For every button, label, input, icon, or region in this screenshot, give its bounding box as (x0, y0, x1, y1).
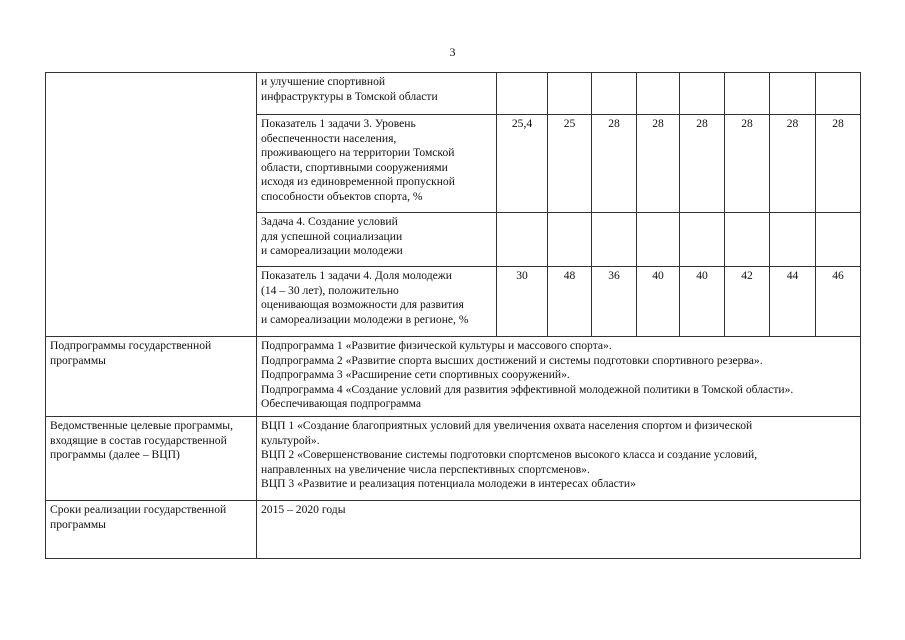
section-row (46, 501, 861, 559)
indicator-value (770, 73, 816, 115)
section-label (46, 337, 257, 417)
indicator-value: 44 (770, 267, 816, 337)
indicator-value (497, 73, 548, 115)
section-content-line: ВЦП 1 «Создание благоприятных условий для увеличения охвата населения спортом и физической (261, 419, 753, 432)
indicator-value (770, 213, 816, 267)
indicator-value (680, 73, 725, 115)
indicator-value: 40 (637, 267, 680, 337)
section-content-line: ВЦП 3 «Развитие и реализация потенциала молодежи в интересах области» (261, 477, 636, 490)
section-content (257, 417, 861, 501)
indicator-text-line: оценивающая возможности для развития (261, 298, 464, 311)
indicator-value (637, 73, 680, 115)
section-content (257, 501, 861, 559)
indicator-value (725, 213, 770, 267)
indicator-value: 36 (592, 267, 637, 337)
indicator-value: 28 (816, 115, 861, 213)
section-content-line: культурой». (261, 433, 320, 447)
indicator-value (816, 213, 861, 267)
section-content (257, 337, 861, 417)
section-row (46, 337, 861, 417)
indicator-value: 28 (637, 115, 680, 213)
indicator-text-line: области, спортивными сооружениями (261, 160, 448, 174)
indicator-value: 48 (548, 267, 592, 337)
indicator-value (548, 213, 592, 267)
section-content-line: 2015 – 2020 годы (261, 503, 346, 516)
indicator-description (257, 115, 497, 213)
page-number: 3 (449, 45, 456, 59)
indicator-value: 25,4 (497, 115, 548, 213)
section-label-line: входящие в состав государственной (50, 433, 227, 447)
section-label-line: программы (50, 353, 106, 367)
section-content-line: Подпрограмма 4 «Создание условий для развития эффективной молодежной политики в Томской области». (261, 382, 794, 396)
indicator-value (497, 213, 548, 267)
indicator-value (592, 213, 637, 267)
indicator-value: 28 (680, 115, 725, 213)
indicator-text-line: обеспеченности населения, (261, 131, 397, 145)
section-label-line: Ведомственные целевые программы, (50, 419, 233, 432)
indicator-text-line: и самореализации молодежи (261, 244, 403, 257)
section-label-line: Подпрограммы государственной (50, 339, 212, 352)
indicator-text-line: Показатель 1 задачи 4. Доля молодежи (261, 269, 452, 282)
section-label (46, 501, 257, 559)
section-content-line: Подпрограмма 1 «Развитие физической культуры и массового спорта». (261, 339, 612, 352)
indicator-text-line: инфраструктуры в Томской области (261, 89, 438, 103)
indicator-value: 40 (680, 267, 725, 337)
indicator-text-line: для успешной социализации (261, 229, 403, 243)
indicator-description (257, 213, 497, 267)
section-label (46, 417, 257, 501)
indicator-value: 46 (816, 267, 861, 337)
indicator-description (257, 267, 497, 337)
indicator-description (257, 73, 497, 115)
section-content-line: Подпрограмма 2 «Развитие спорта высших достижений и системы подготовки спортивного резерва». (261, 353, 763, 367)
indicator-text-line: способности объектов спорта, % (261, 189, 423, 203)
indicator-value (725, 73, 770, 115)
section-label-line: программы (далее – ВЦП) (50, 448, 180, 461)
indicator-value: 28 (770, 115, 816, 213)
section-row (46, 417, 861, 501)
section-content-line: направленных на увеличение числа перспективных спортсменов». (261, 462, 590, 476)
section-label-line: программы (50, 517, 106, 531)
section-label-line: Сроки реализации государственной (50, 503, 227, 516)
indicator-text-line: и улучшение спортивной (261, 75, 386, 88)
indicator-text-line: Задача 4. Создание условий (261, 215, 398, 228)
indicator-text-line: и самореализации молодежи в регионе, % (261, 312, 469, 326)
section-content-line: Подпрограмма 3 «Расширение сети спортивных сооружений». (261, 368, 570, 381)
indicator-text-line: (14 – 30 лет), положительно (261, 283, 399, 297)
indicator-value: 42 (725, 267, 770, 337)
section-content-line: ВЦП 2 «Совершенствование системы подготовки спортсменов высокого класса и создание условий, (261, 448, 758, 461)
program-passport-table (45, 72, 861, 559)
indicator-value: 28 (592, 115, 637, 213)
indicator-row (46, 73, 861, 115)
indicator-value (816, 73, 861, 115)
indicator-text-line: исходя из единовременной пропускной (261, 175, 455, 188)
indicator-value (548, 73, 592, 115)
indicator-value: 25 (548, 115, 592, 213)
indicator-value (637, 213, 680, 267)
indicator-text-line: проживающего на территории Томской (261, 146, 455, 159)
indicator-value: 28 (725, 115, 770, 213)
section-content-line: Обеспечивающая подпрограмма (261, 397, 422, 410)
empty-label-cell (46, 73, 257, 337)
indicator-text-line: Показатель 1 задачи 3. Уровень (261, 117, 416, 130)
indicator-value (592, 73, 637, 115)
indicator-value (680, 213, 725, 267)
indicator-value: 30 (497, 267, 548, 337)
